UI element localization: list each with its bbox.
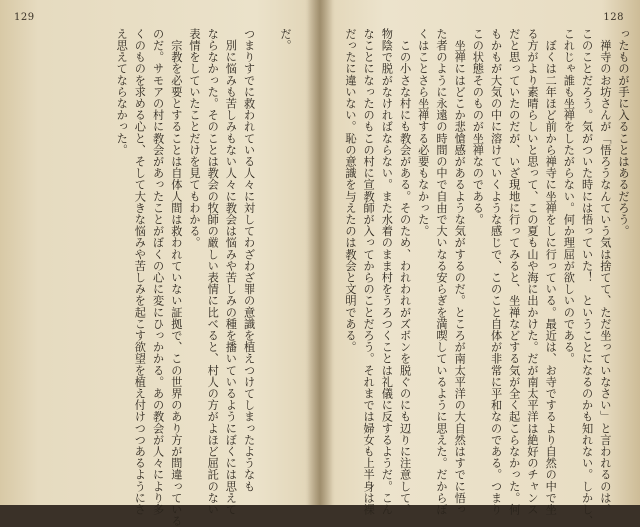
text-line: のだ。サモアの村に教会があったことがぼくの心に変にひっかかる。あの教会が人々により多 — [151, 28, 165, 516]
text-line: 表情をしていたことだけを見てもわかる。 — [188, 28, 201, 249]
text-line: なことになったのもこの村に宣教師が入ってからのことだろう。それまでは婦女も上半身は裸 — [362, 28, 376, 516]
text-line: このことだろう。気がついた時には悟っていた！ ということになるのかも知れない。しかし、 — [580, 28, 594, 527]
text-line: 坐禅にはどこか悲愴感があるような気がするのだ。ところが南太平洋の大自然はすでに悟っ — [453, 28, 467, 516]
text-line: だったに違いない。恥の意識を与えたのは教会と文明である。 — [343, 28, 357, 353]
text-line: くのものを求める心と、そして大きな悩みや苦しみを起こす欲望を植え付けつつあるようにさ — [133, 28, 147, 516]
text-line: 宗教を必要とすることは自体人間は救われていない証拠で、この世界のあり方が間違っている — [169, 28, 183, 527]
text-line: ぼくは二年ほど前から禅寺に坐禅をしに行っている。最近は、お寺でするより自然の中で坐 — [544, 28, 558, 516]
text-line: 禅寺のお坊さんが「悟ろうなんていう気は捨てて、ただ坐っていなさい」と言われるのは、 — [598, 28, 612, 516]
text-line: ならなかった。そのことは教会の牧師の厳しい表情に比べると、村人の方がよほど屈託のない — [206, 28, 220, 516]
text-line: つまりすでに救われている人々に対してわざわざ罪の意識を植えつけてしまったようなも — [242, 28, 256, 492]
text-line: くはことさら坐禅する必要もなかった。 — [416, 28, 430, 237]
page-number-right: 128 — [603, 12, 624, 23]
text-line: た者のように永遠の時間の中で自由で大いなる安らぎを満喫しているように思えた。だからぼ — [434, 28, 448, 516]
text-line: だ。 — [279, 28, 292, 52]
text-line: これじゃ誰も坐禅をしたがらない。何か理屈が欲しいのである。 — [562, 28, 576, 365]
text-line: ったものが手に入ることはあるだろう。 — [617, 28, 630, 237]
page-number-left: 129 — [14, 12, 35, 23]
text-line: この小さな村にも教会がある。そのため、われわれがズボンを脱ぐのにも辺りに注意して、 — [398, 28, 412, 516]
left-page — [0, 0, 318, 527]
right-page — [322, 0, 640, 527]
text-line: る方がより素晴らしいと思って、この夏も山や海に出かけた。だが南太平洋は絶好のチャンス — [525, 28, 539, 516]
right-page-text — [342, 28, 632, 527]
text-line: 物陰で脱がなければならない。また水着のまま村をうろつくことは礼儀に反するようだ。こん — [380, 28, 394, 516]
paragraph-gap — [258, 28, 276, 483]
text-line: だと思っていたのだが、いざ現地に行ってみると、坐禅などする気が全く起こらなかった。何 — [507, 28, 521, 516]
text-line: 別に悩みも苦しみもない人々に教会は悩みや苦しみの種を播いているようにぼくには思えて — [224, 28, 238, 516]
text-line: この状態そのものが坐禅なのである。 — [471, 28, 485, 226]
text-line: もかもが大気の中に溶けていくような感じで、このこと自体が非常に平和なのである。つまり — [489, 28, 503, 516]
text-line: え思えてならなかった。 — [115, 28, 129, 156]
left-page-text — [19, 28, 294, 527]
